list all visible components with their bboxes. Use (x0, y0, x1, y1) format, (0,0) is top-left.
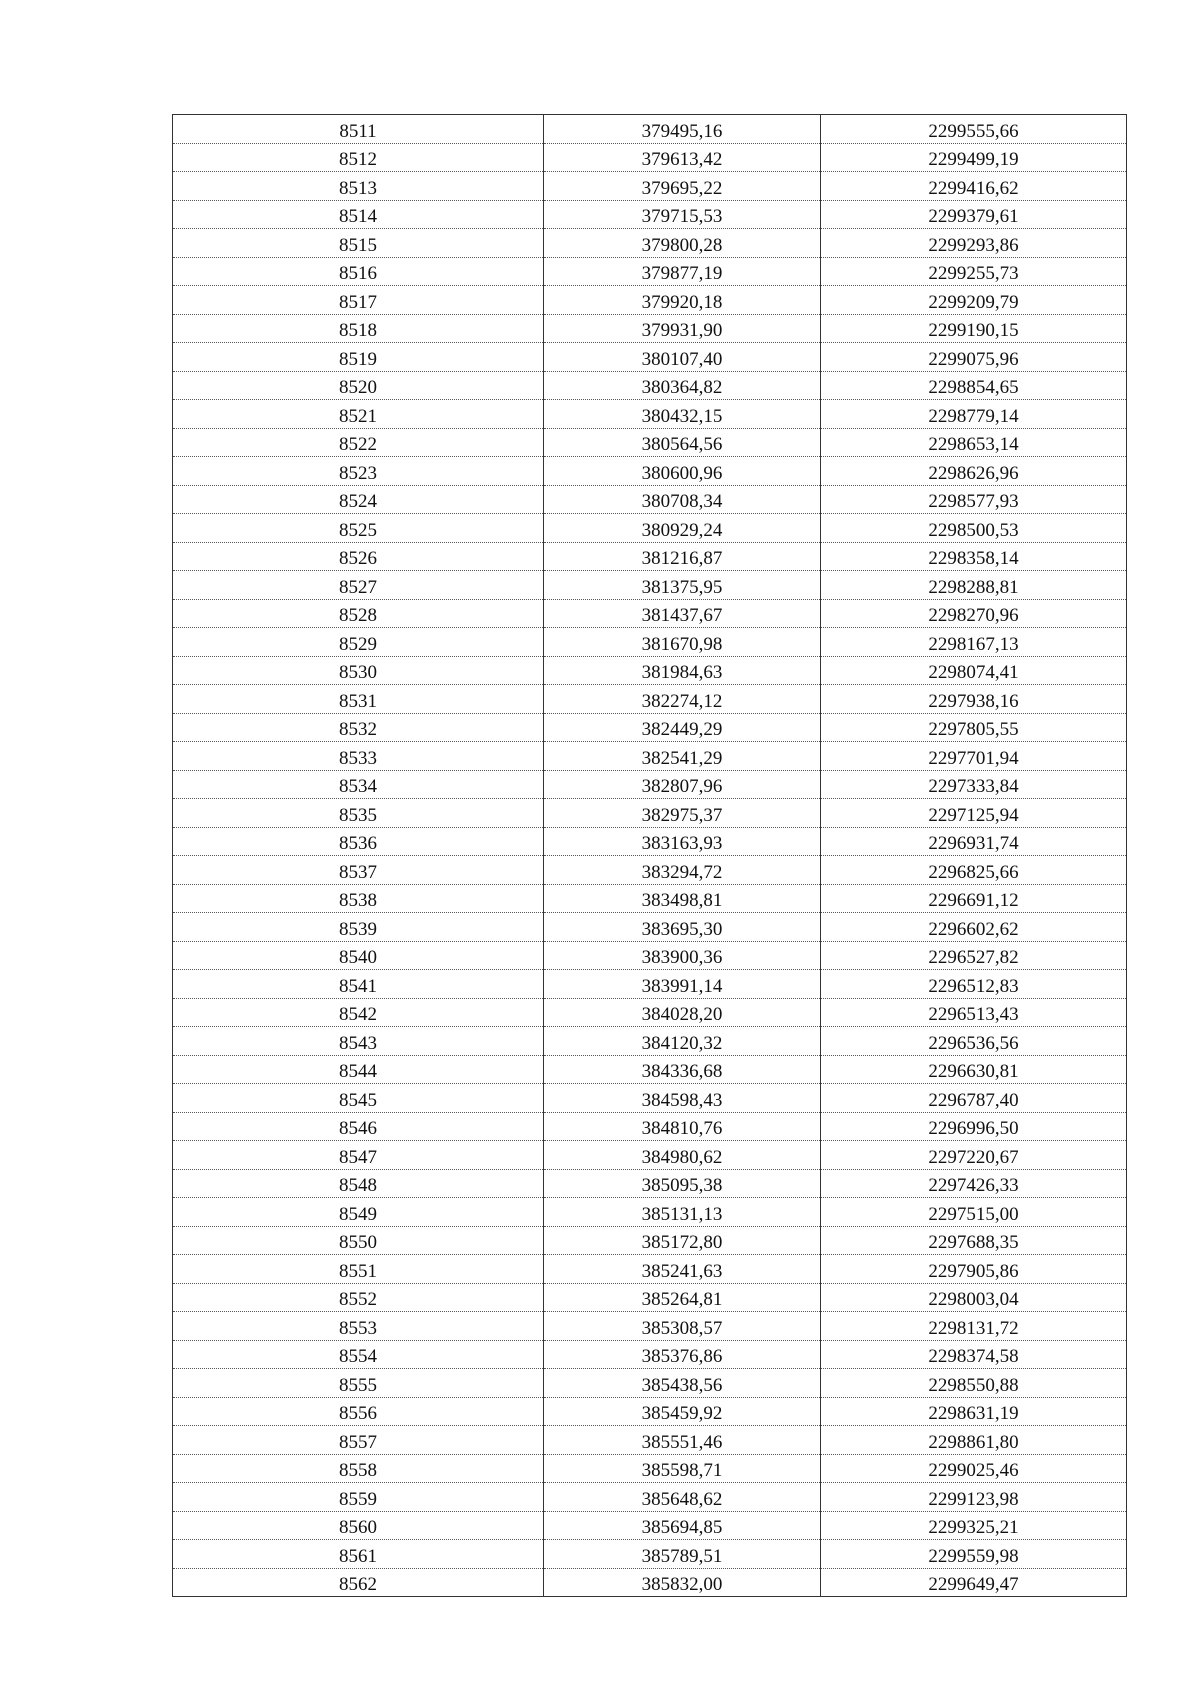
table-row (173, 314, 1127, 343)
y-coordinate-cell: 2298288,81 (821, 571, 1127, 600)
y-coordinate-cell: 2298631,19 (821, 1397, 1127, 1426)
x-coordinate-cell: 382449,29 (544, 713, 821, 742)
point-number-cell: 8535 (173, 799, 544, 828)
point-number-cell: 8525 (173, 514, 544, 543)
x-coordinate-cell: 383294,72 (544, 856, 821, 885)
x-coordinate-cell: 385832,00 (544, 1568, 821, 1597)
y-coordinate-cell: 2299209,79 (821, 286, 1127, 315)
y-coordinate-cell: 2296787,40 (821, 1084, 1127, 1113)
point-number-cell: 8547 (173, 1141, 544, 1170)
y-coordinate-cell: 2297125,94 (821, 799, 1127, 828)
y-coordinate-cell: 2299325,21 (821, 1511, 1127, 1540)
x-coordinate-cell: 385172,80 (544, 1226, 821, 1255)
y-coordinate-cell: 2298270,96 (821, 599, 1127, 628)
x-coordinate-cell: 381216,87 (544, 542, 821, 571)
table-row (173, 770, 1127, 799)
table-row (173, 172, 1127, 201)
table-row (173, 1426, 1127, 1455)
table-row (173, 1283, 1127, 1312)
y-coordinate-cell: 2296996,50 (821, 1112, 1127, 1141)
table-row (173, 286, 1127, 315)
point-number-cell: 8544 (173, 1055, 544, 1084)
x-coordinate-cell: 385694,85 (544, 1511, 821, 1540)
x-coordinate-cell: 385376,86 (544, 1340, 821, 1369)
x-coordinate-cell: 385241,63 (544, 1255, 821, 1284)
table-row (173, 656, 1127, 685)
point-number-cell: 8529 (173, 628, 544, 657)
x-coordinate-cell: 385551,46 (544, 1426, 821, 1455)
point-number-cell: 8524 (173, 485, 544, 514)
point-number-cell: 8537 (173, 856, 544, 885)
point-number-cell: 8540 (173, 941, 544, 970)
x-coordinate-cell: 379695,22 (544, 172, 821, 201)
point-number-cell: 8546 (173, 1112, 544, 1141)
table-row (173, 1397, 1127, 1426)
x-coordinate-cell: 385598,71 (544, 1454, 821, 1483)
x-coordinate-cell: 384028,20 (544, 998, 821, 1027)
y-coordinate-cell: 2298500,53 (821, 514, 1127, 543)
y-coordinate-cell: 2299293,86 (821, 229, 1127, 258)
y-coordinate-cell: 2296513,43 (821, 998, 1127, 1027)
x-coordinate-cell: 385438,56 (544, 1369, 821, 1398)
table-row (173, 884, 1127, 913)
point-number-cell: 8514 (173, 200, 544, 229)
table-row (173, 1198, 1127, 1227)
y-coordinate-cell: 2298577,93 (821, 485, 1127, 514)
x-coordinate-cell: 380107,40 (544, 343, 821, 372)
y-coordinate-cell: 2297905,86 (821, 1255, 1127, 1284)
table-row (173, 628, 1127, 657)
point-number-cell: 8542 (173, 998, 544, 1027)
point-number-cell: 8541 (173, 970, 544, 999)
y-coordinate-cell: 2298358,14 (821, 542, 1127, 571)
point-number-cell: 8517 (173, 286, 544, 315)
table-row (173, 1340, 1127, 1369)
y-coordinate-cell: 2296931,74 (821, 827, 1127, 856)
y-coordinate-cell: 2299416,62 (821, 172, 1127, 201)
table-row (173, 343, 1127, 372)
x-coordinate-cell: 381437,67 (544, 599, 821, 628)
y-coordinate-cell: 2299190,15 (821, 314, 1127, 343)
table-row (173, 599, 1127, 628)
y-coordinate-cell: 2297333,84 (821, 770, 1127, 799)
point-number-cell: 8527 (173, 571, 544, 600)
point-number-cell: 8555 (173, 1369, 544, 1398)
table-row (173, 143, 1127, 172)
y-coordinate-cell: 2298861,80 (821, 1426, 1127, 1455)
point-number-cell: 8521 (173, 400, 544, 429)
table-row (173, 1055, 1127, 1084)
point-number-cell: 8522 (173, 428, 544, 457)
table-row (173, 1084, 1127, 1113)
y-coordinate-cell: 2299559,98 (821, 1540, 1127, 1569)
point-number-cell: 8518 (173, 314, 544, 343)
x-coordinate-cell: 382541,29 (544, 742, 821, 771)
x-coordinate-cell: 384980,62 (544, 1141, 821, 1170)
x-coordinate-cell: 381375,95 (544, 571, 821, 600)
y-coordinate-cell: 2296602,62 (821, 913, 1127, 942)
table-row (173, 742, 1127, 771)
table-row (173, 1511, 1127, 1540)
x-coordinate-cell: 384336,68 (544, 1055, 821, 1084)
x-coordinate-cell: 381984,63 (544, 656, 821, 685)
table-row (173, 400, 1127, 429)
table-row (173, 970, 1127, 999)
x-coordinate-cell: 384120,32 (544, 1027, 821, 1056)
y-coordinate-cell: 2298003,04 (821, 1283, 1127, 1312)
y-coordinate-cell: 2299075,96 (821, 343, 1127, 372)
x-coordinate-cell: 382975,37 (544, 799, 821, 828)
x-coordinate-cell: 379715,53 (544, 200, 821, 229)
y-coordinate-cell: 2298131,72 (821, 1312, 1127, 1341)
point-number-cell: 8519 (173, 343, 544, 372)
table-row (173, 115, 1127, 144)
point-number-cell: 8560 (173, 1511, 544, 1540)
y-coordinate-cell: 2298374,58 (821, 1340, 1127, 1369)
table-row (173, 229, 1127, 258)
y-coordinate-cell: 2299255,73 (821, 257, 1127, 286)
x-coordinate-cell: 380929,24 (544, 514, 821, 543)
table-row (173, 1369, 1127, 1398)
point-number-cell: 8530 (173, 656, 544, 685)
table-row (173, 485, 1127, 514)
x-coordinate-cell: 385264,81 (544, 1283, 821, 1312)
y-coordinate-cell: 2297515,00 (821, 1198, 1127, 1227)
table-row (173, 1568, 1127, 1597)
point-number-cell: 8553 (173, 1312, 544, 1341)
table-row (173, 1312, 1127, 1341)
x-coordinate-cell: 380564,56 (544, 428, 821, 457)
coordinates-table (172, 114, 1127, 1597)
y-coordinate-cell: 2296527,82 (821, 941, 1127, 970)
table-row (173, 200, 1127, 229)
table-row (173, 827, 1127, 856)
table-row (173, 856, 1127, 885)
y-coordinate-cell: 2297938,16 (821, 685, 1127, 714)
x-coordinate-cell: 383991,14 (544, 970, 821, 999)
y-coordinate-cell: 2298779,14 (821, 400, 1127, 429)
y-coordinate-cell: 2298626,96 (821, 457, 1127, 486)
x-coordinate-cell: 379495,16 (544, 115, 821, 144)
table-row (173, 713, 1127, 742)
point-number-cell: 8515 (173, 229, 544, 258)
point-number-cell: 8526 (173, 542, 544, 571)
y-coordinate-cell: 2296536,56 (821, 1027, 1127, 1056)
y-coordinate-cell: 2299025,46 (821, 1454, 1127, 1483)
y-coordinate-cell: 2296630,81 (821, 1055, 1127, 1084)
table-row (173, 799, 1127, 828)
point-number-cell: 8551 (173, 1255, 544, 1284)
point-number-cell: 8562 (173, 1568, 544, 1597)
x-coordinate-cell: 383163,93 (544, 827, 821, 856)
y-coordinate-cell: 2298653,14 (821, 428, 1127, 457)
x-coordinate-cell: 380708,34 (544, 485, 821, 514)
point-number-cell: 8534 (173, 770, 544, 799)
x-coordinate-cell: 384810,76 (544, 1112, 821, 1141)
point-number-cell: 8557 (173, 1426, 544, 1455)
y-coordinate-cell: 2297805,55 (821, 713, 1127, 742)
table-row (173, 257, 1127, 286)
table-row (173, 1226, 1127, 1255)
x-coordinate-cell: 381670,98 (544, 628, 821, 657)
point-number-cell: 8531 (173, 685, 544, 714)
point-number-cell: 8550 (173, 1226, 544, 1255)
table-row (173, 428, 1127, 457)
x-coordinate-cell: 382807,96 (544, 770, 821, 799)
table-row (173, 1255, 1127, 1284)
table-row (173, 514, 1127, 543)
table-row (173, 1112, 1127, 1141)
point-number-cell: 8520 (173, 371, 544, 400)
table-row (173, 1483, 1127, 1512)
point-number-cell: 8552 (173, 1283, 544, 1312)
x-coordinate-cell: 385789,51 (544, 1540, 821, 1569)
point-number-cell: 8533 (173, 742, 544, 771)
x-coordinate-cell: 383498,81 (544, 884, 821, 913)
table-row (173, 1027, 1127, 1056)
y-coordinate-cell: 2298167,13 (821, 628, 1127, 657)
x-coordinate-cell: 379931,90 (544, 314, 821, 343)
x-coordinate-cell: 384598,43 (544, 1084, 821, 1113)
y-coordinate-cell: 2299555,66 (821, 115, 1127, 144)
y-coordinate-cell: 2296512,83 (821, 970, 1127, 999)
point-number-cell: 8516 (173, 257, 544, 286)
x-coordinate-cell: 379800,28 (544, 229, 821, 258)
point-number-cell: 8539 (173, 913, 544, 942)
point-number-cell: 8543 (173, 1027, 544, 1056)
point-number-cell: 8558 (173, 1454, 544, 1483)
y-coordinate-cell: 2297688,35 (821, 1226, 1127, 1255)
table-row (173, 571, 1127, 600)
point-number-cell: 8528 (173, 599, 544, 628)
point-number-cell: 8559 (173, 1483, 544, 1512)
point-number-cell: 8561 (173, 1540, 544, 1569)
point-number-cell: 8545 (173, 1084, 544, 1113)
y-coordinate-cell: 2296825,66 (821, 856, 1127, 885)
x-coordinate-cell: 385095,38 (544, 1169, 821, 1198)
table-row (173, 1454, 1127, 1483)
table-row (173, 457, 1127, 486)
x-coordinate-cell: 380432,15 (544, 400, 821, 429)
y-coordinate-cell: 2298074,41 (821, 656, 1127, 685)
x-coordinate-cell: 379877,19 (544, 257, 821, 286)
table-row (173, 998, 1127, 1027)
x-coordinate-cell: 385131,13 (544, 1198, 821, 1227)
table-row (173, 542, 1127, 571)
y-coordinate-cell: 2296691,12 (821, 884, 1127, 913)
table-row (173, 1540, 1127, 1569)
x-coordinate-cell: 385648,62 (544, 1483, 821, 1512)
point-number-cell: 8513 (173, 172, 544, 201)
x-coordinate-cell: 379920,18 (544, 286, 821, 315)
y-coordinate-cell: 2299379,61 (821, 200, 1127, 229)
x-coordinate-cell: 383695,30 (544, 913, 821, 942)
point-number-cell: 8538 (173, 884, 544, 913)
point-number-cell: 8532 (173, 713, 544, 742)
table-body (173, 115, 1127, 1597)
x-coordinate-cell: 385308,57 (544, 1312, 821, 1341)
table-row (173, 1169, 1127, 1198)
y-coordinate-cell: 2297701,94 (821, 742, 1127, 771)
point-number-cell: 8536 (173, 827, 544, 856)
x-coordinate-cell: 382274,12 (544, 685, 821, 714)
y-coordinate-cell: 2299649,47 (821, 1568, 1127, 1597)
table-row (173, 685, 1127, 714)
y-coordinate-cell: 2299499,19 (821, 143, 1127, 172)
y-coordinate-cell: 2299123,98 (821, 1483, 1127, 1512)
table-row (173, 1141, 1127, 1170)
x-coordinate-cell: 380364,82 (544, 371, 821, 400)
point-number-cell: 8512 (173, 143, 544, 172)
x-coordinate-cell: 380600,96 (544, 457, 821, 486)
x-coordinate-cell: 379613,42 (544, 143, 821, 172)
table-row (173, 913, 1127, 942)
y-coordinate-cell: 2298550,88 (821, 1369, 1127, 1398)
y-coordinate-cell: 2298854,65 (821, 371, 1127, 400)
table-row (173, 371, 1127, 400)
point-number-cell: 8511 (173, 115, 544, 144)
point-number-cell: 8556 (173, 1397, 544, 1426)
point-number-cell: 8554 (173, 1340, 544, 1369)
point-number-cell: 8548 (173, 1169, 544, 1198)
point-number-cell: 8523 (173, 457, 544, 486)
y-coordinate-cell: 2297426,33 (821, 1169, 1127, 1198)
table-row (173, 941, 1127, 970)
x-coordinate-cell: 385459,92 (544, 1397, 821, 1426)
x-coordinate-cell: 383900,36 (544, 941, 821, 970)
y-coordinate-cell: 2297220,67 (821, 1141, 1127, 1170)
point-number-cell: 8549 (173, 1198, 544, 1227)
